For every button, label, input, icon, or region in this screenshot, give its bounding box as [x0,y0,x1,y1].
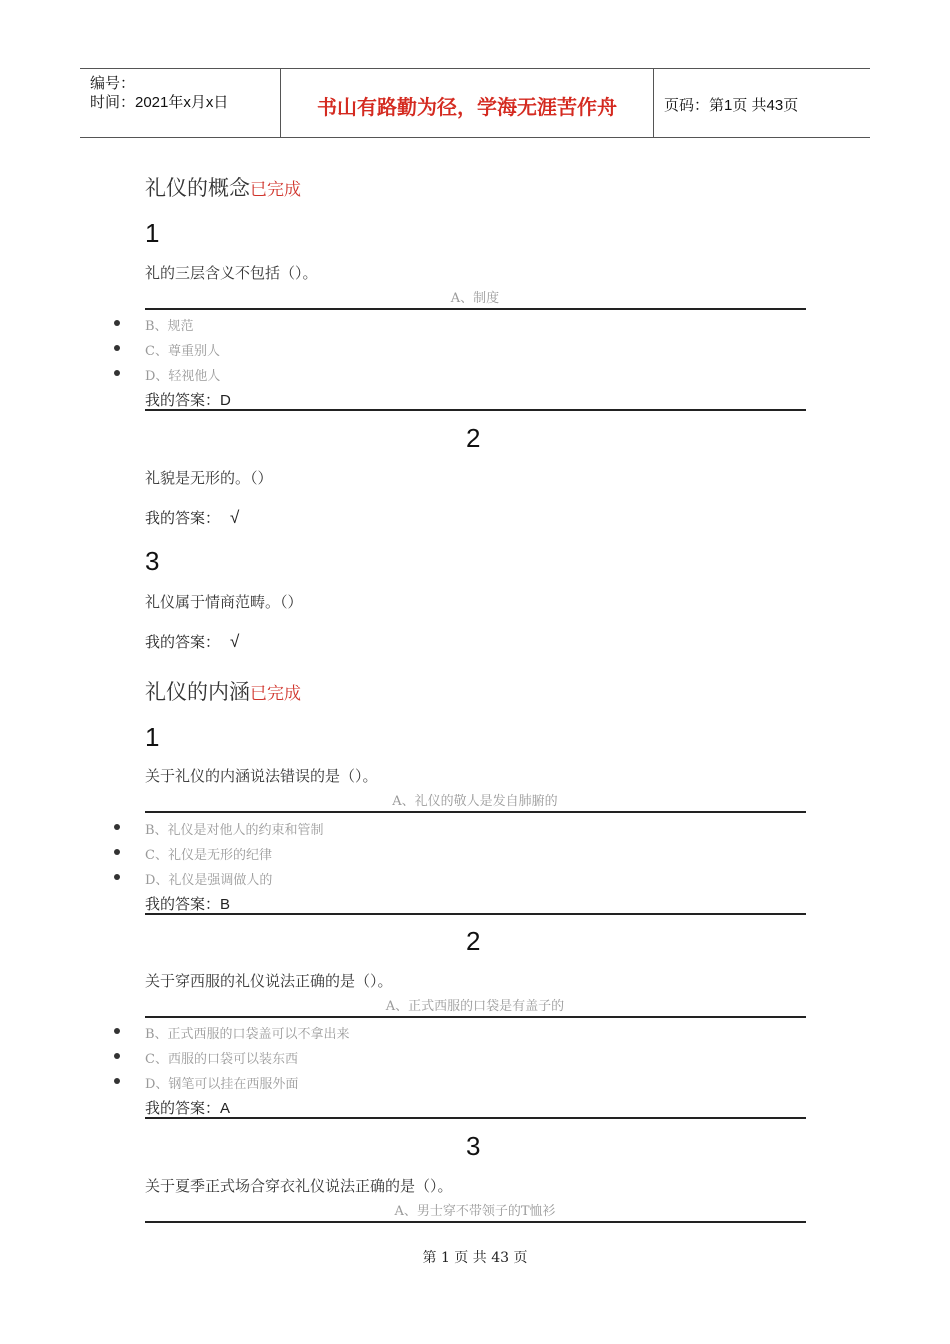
question-number: 1 [145,218,160,248]
option-b: B、礼仪是对他人的约束和管制 [145,823,324,838]
divider [145,308,806,310]
header-meta-cell [80,69,281,137]
motto-text: 书山有路勤为径，学海无涯苦作舟 [317,95,617,119]
bullet [114,1078,120,1084]
header-page-cell [654,69,870,137]
answer-line [145,1097,230,1118]
question-text: 关于穿西服的礼仪说法正确的是（）。 [145,972,393,990]
page-label: 页码：第1页 共43页 [664,97,799,114]
option-c: C、礼仪是无形的纪律 [145,848,272,863]
question-text: 关于夏季正式场合穿衣礼仪说法正确的是（）。 [145,1177,453,1195]
section-title [145,172,301,202]
section-title-text: 礼仪的内涵 [145,680,250,704]
divider [145,1221,806,1223]
option-a: A、礼仪的敬人是发自肺腑的 [392,794,558,809]
divider [145,1117,806,1119]
answer-label: 我的答案： [145,1099,221,1117]
answer-line [145,507,239,528]
bullet [114,370,120,376]
bullet [114,1028,120,1034]
question-number: 2 [466,926,481,956]
section-title [145,676,301,706]
option-c: C、尊重别人 [145,344,220,359]
answer-line [145,389,231,410]
bullet [114,320,120,326]
option-b: B、正式西服的口袋盖可以不拿出来 [145,1027,350,1042]
answer-label: 我的答案： [145,391,221,409]
bullet [114,824,120,830]
answer-value: A [220,1100,231,1117]
option-c: C、西服的口袋可以装东西 [145,1052,298,1067]
section-title-text: 礼仪的概念 [145,176,250,200]
question-number: 3 [466,1131,481,1161]
time-label: 时间：2021年x月x日 [90,94,229,111]
answer-line [145,893,230,914]
section-status: 已完成 [250,684,301,704]
bullet [114,874,120,880]
question-number: 3 [145,546,160,576]
bullet [114,849,120,855]
divider [145,811,806,813]
option-b: B、规范 [145,319,194,334]
answer-label: 我的答案： [145,509,221,527]
option-a: A、制度 [450,291,500,306]
question-text: 礼貌是无形的。（） [145,469,273,487]
divider [145,913,806,915]
question-text: 礼仪属于情商范畴。（） [145,593,303,611]
answer-value: √ [230,508,240,527]
bullet [114,345,120,351]
question-number: 2 [466,423,481,453]
option-d: D、礼仪是强调做人的 [145,873,273,888]
answer-value: D [220,392,231,409]
answer-line [145,631,239,652]
answer-value: √ [230,632,240,651]
question-text: 礼的三层含义不包括（）。 [145,264,318,282]
document-header [80,68,870,138]
question-number: 1 [145,722,160,752]
divider [145,409,806,411]
question-text: 关于礼仪的内涵说法错误的是（）。 [145,767,378,785]
divider [145,1016,806,1018]
page-footer: 第 1 页 共 43 页 [422,1250,528,1266]
option-a: A、正式西服的口袋是有盖子的 [385,999,565,1014]
section-status: 已完成 [250,180,301,200]
answer-label: 我的答案： [145,633,221,651]
header-motto-cell [281,69,654,137]
bullet [114,1053,120,1059]
answer-value: B [220,896,231,913]
option-a: A、男士穿不带领子的T恤衫 [394,1204,556,1219]
code-label: 编号： [90,75,136,92]
answer-label: 我的答案： [145,895,221,913]
option-d: D、钢笔可以挂在西服外面 [145,1077,299,1092]
option-d: D、轻视他人 [145,369,221,384]
